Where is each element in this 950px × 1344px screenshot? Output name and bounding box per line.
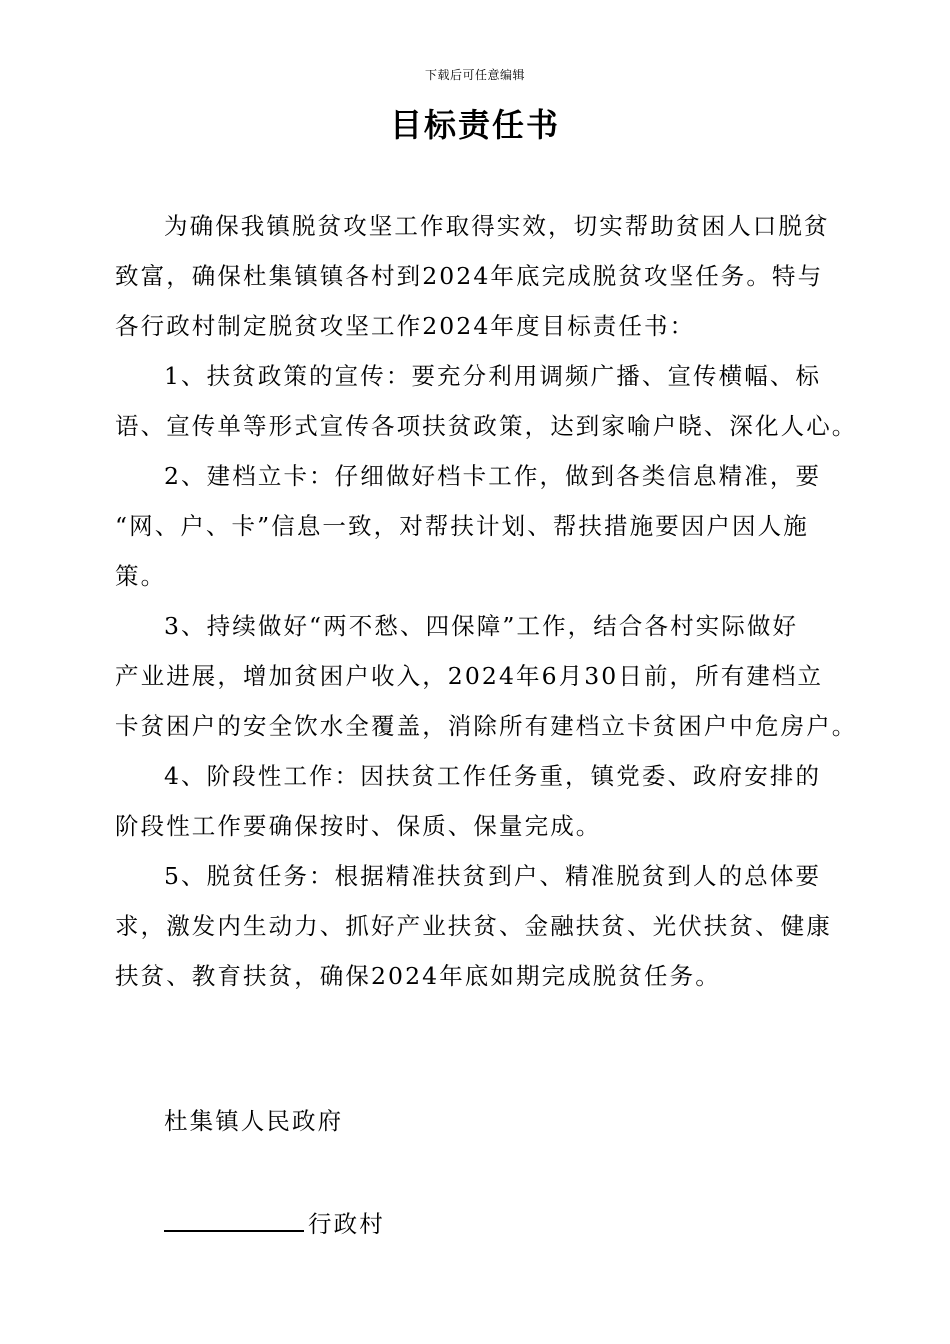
government-signature: 杜集镇人民政府 bbox=[164, 1107, 344, 1135]
text-line: 阶段性工作要确保按时、保质、保量完成。 bbox=[115, 812, 602, 840]
document-title: 目标责任书 bbox=[389, 106, 560, 144]
text-line: 致富，确保杜集镇镇各村到2024年底完成脱贫攻坚任务。特与 bbox=[115, 262, 824, 290]
text-line: 扶贫、教育扶贫，确保2024年底如期完成脱贫任务。 bbox=[115, 962, 721, 990]
text-line: 卡贫困户的安全饮水全覆盖，消除所有建档立卡贫困户中危房户。 bbox=[115, 712, 858, 740]
text-line: 求，激发内生动力、抓好产业扶贫、金融扶贫、光伏扶贫、健康 bbox=[115, 912, 832, 940]
village-label: 行政村 bbox=[308, 1210, 385, 1238]
text-line: 3、持续做好“两不愁、四保障”工作，结合各村实际做好 bbox=[164, 612, 799, 640]
village-signature bbox=[164, 1208, 385, 1239]
text-line: 各行政村制定脱贫攻坚工作2024年度目标责任书： bbox=[115, 312, 696, 340]
text-line: 4、阶段性工作：因扶贫工作任务重，镇党委、政府安排的 bbox=[164, 762, 822, 790]
text-line: 1、扶贫政策的宣传：要充分利用调频广播、宣传横幅、标 bbox=[164, 362, 822, 390]
text-line: 策。 bbox=[115, 562, 167, 590]
text-line: 为确保我镇脱贫攻坚工作取得实效，切实帮助贫困人口脱贫 bbox=[164, 212, 830, 240]
signature-blank-line bbox=[164, 1208, 304, 1232]
header-note: 下载后可任意编辑 bbox=[424, 68, 525, 82]
text-line: 产业进展，增加贫困户收入，2024年6月30日前，所有建档立 bbox=[115, 662, 824, 690]
text-line: 2、建档立卡：仔细做好档卡工作，做到各类信息精准，要 bbox=[164, 462, 822, 490]
text-line: 5、脱贫任务：根据精准扶贫到户、精准脱贫到人的总体要 bbox=[164, 862, 822, 890]
text-line: “网、户、卡”信息一致，对帮扶计划、帮扶措施要因户因人施 bbox=[115, 512, 809, 540]
text-line: 语、宣传单等形式宣传各项扶贫政策，达到家喻户晓、深化人心。 bbox=[115, 412, 858, 440]
